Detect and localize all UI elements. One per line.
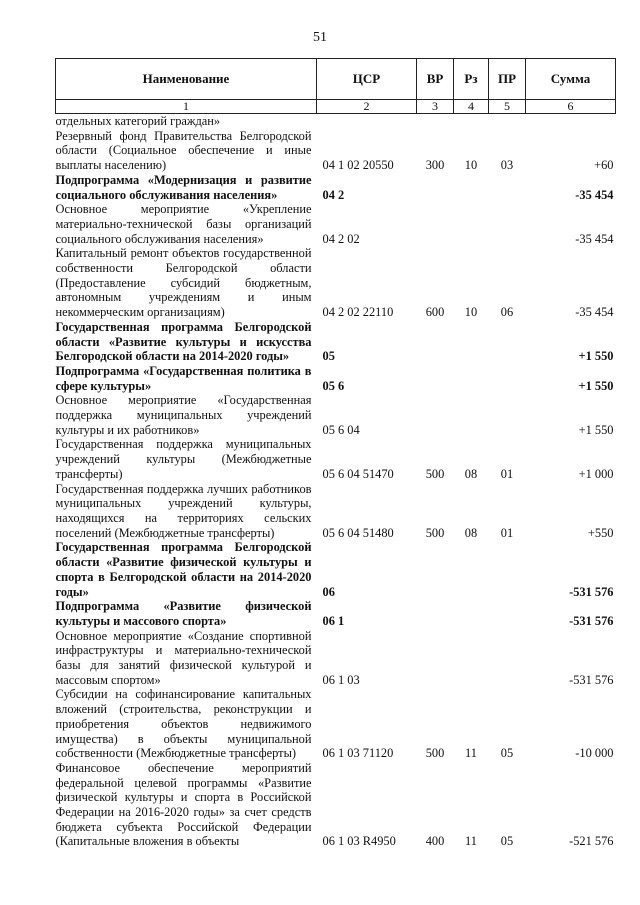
cell-rz — [454, 540, 489, 599]
cell-rz — [454, 393, 489, 437]
cell-csr: 05 6 04 — [322, 422, 360, 437]
cell-pr — [489, 114, 526, 129]
cell-name: Основное мероприятие «Создание спортивной инфраструктуры и материально-технической базы для занятий физической культурой и массовым спортом» — [55, 628, 312, 687]
cell-csr: 04 2 02 22110 — [322, 305, 394, 320]
column-number: 2 — [317, 100, 417, 114]
table-row — [56, 687, 616, 761]
header-pr: ПР — [489, 59, 526, 100]
cell-pr: 03 — [500, 158, 514, 173]
cell-sum: +550 — [587, 525, 614, 540]
cell-rz: 11 — [465, 834, 477, 849]
table-row — [56, 437, 616, 481]
header-sum: Сумма — [526, 59, 616, 100]
cell-name: Субсидии на софинансирование капитальных вложений (строительства, реконструкции и приобретения объектов недвижимого имущества) в объекты муниципальной собственности (Межбюджетные трансферты) — [55, 687, 312, 761]
cell-vr — [417, 114, 454, 129]
column-number: 4 — [454, 100, 489, 114]
table-row — [56, 173, 616, 202]
cell-name: Капитальный ремонт объектов государственной собственности Белгородской области (Предоставление субсидий бюджетным, автономным учреждениям и иным некоммерческим организациям) — [55, 246, 312, 320]
cell-vr — [417, 364, 454, 393]
column-number: 3 — [417, 100, 454, 114]
table-row — [56, 761, 616, 849]
cell-csr: 05 6 — [322, 378, 345, 393]
cell-name: Государственная программа Белгородской области «Развитие культуры и искусства Белгородской области на 2014-2020 годы» — [55, 319, 312, 364]
cell-sum: +1 550 — [578, 422, 614, 437]
cell-vr: 500 — [425, 746, 445, 761]
cell-csr — [317, 114, 417, 129]
cell-vr: 300 — [425, 158, 445, 173]
column-number: 5 — [489, 100, 526, 114]
cell-csr: 04 2 02 — [322, 231, 360, 246]
cell-sum: -521 576 — [569, 834, 614, 849]
header-csr: ЦСР — [317, 59, 417, 100]
cell-name: Резервный фонд Правительства Белгородской области (Социальное обеспечение и иные выплаты населению) — [55, 128, 312, 173]
header-row — [56, 59, 616, 100]
header-rz: Рз — [454, 59, 489, 100]
table-row — [56, 364, 616, 393]
cell-rz: 10 — [464, 305, 478, 320]
cell-vr — [417, 599, 454, 628]
cell-sum: -531 576 — [569, 613, 614, 628]
cell-sum: +1 550 — [578, 378, 614, 393]
cell-rz: 08 — [464, 466, 478, 481]
cell-name: Основное мероприятие «Укрепление материально-технической базы организаций социального обслуживания населения» — [55, 202, 312, 246]
cell-pr — [489, 173, 526, 202]
cell-rz: 10 — [464, 158, 478, 173]
cell-rz — [454, 629, 489, 688]
header-name: Наименование — [56, 59, 317, 100]
cell-name: Подпрограмма «Модернизация и развитие социального обслуживания населения» — [55, 172, 312, 202]
cell-sum — [526, 114, 616, 129]
cell-csr: 04 2 — [322, 187, 345, 202]
cell-pr: 01 — [500, 525, 514, 540]
cell-name: Подпрограмма «Государственная политика в сфере культуры» — [55, 363, 312, 393]
table-row — [56, 629, 616, 688]
cell-vr: 500 — [425, 466, 445, 481]
cell-vr — [417, 393, 454, 437]
cell-pr: 05 — [500, 834, 514, 849]
column-number: 1 — [56, 100, 317, 114]
page-number: 51 — [313, 30, 327, 45]
cell-pr — [489, 320, 526, 364]
cell-name: Государственная поддержка лучших работников муниципальных учреждений культуры, находящихся на территориях сельских поселений (Межбюджетные трансферты) — [55, 481, 312, 540]
cell-pr: 05 — [500, 746, 514, 761]
cell-vr — [417, 202, 454, 246]
cell-csr: 05 6 04 51480 — [322, 525, 394, 540]
table-body — [56, 114, 616, 850]
cell-rz: 11 — [465, 746, 477, 761]
cell-sum: +1 550 — [578, 349, 614, 364]
cell-sum: +60 — [594, 158, 614, 173]
table-row — [56, 540, 616, 599]
cell-pr — [489, 393, 526, 437]
cell-sum: -35 454 — [575, 231, 614, 246]
cell-vr — [417, 540, 454, 599]
cell-pr — [489, 540, 526, 599]
cell-sum: -10 000 — [575, 746, 614, 761]
cell-pr — [489, 629, 526, 688]
cell-vr: 400 — [425, 834, 445, 849]
cell-csr: 05 6 04 51470 — [322, 466, 394, 481]
budget-table — [55, 58, 616, 849]
cell-name: отдельных категорий граждан» — [55, 114, 221, 128]
cell-sum: -531 576 — [569, 584, 614, 599]
cell-vr — [417, 320, 454, 364]
cell-csr: 06 1 — [322, 613, 345, 628]
cell-vr — [417, 173, 454, 202]
cell-csr: 04 1 02 20550 — [322, 158, 394, 173]
column-number: 6 — [526, 100, 616, 114]
table-row — [56, 246, 616, 320]
table-row — [56, 129, 616, 173]
header-vr: ВР — [417, 59, 454, 100]
table-row — [56, 482, 616, 541]
cell-csr: 06 1 03 R4950 — [322, 834, 396, 849]
cell-rz — [454, 114, 489, 129]
cell-rz — [454, 202, 489, 246]
cell-sum: -35 454 — [575, 187, 614, 202]
cell-name: Подпрограмма «Развитие физической культуры и массового спорта» — [55, 599, 312, 628]
cell-vr: 500 — [425, 525, 445, 540]
table-row — [56, 114, 616, 129]
cell-sum: +1 000 — [578, 466, 614, 481]
cell-sum: -35 454 — [575, 305, 614, 320]
cell-csr: 06 1 03 71120 — [322, 746, 394, 761]
cell-csr: 05 — [322, 349, 335, 364]
cell-rz — [454, 364, 489, 393]
cell-vr — [417, 629, 454, 688]
table-row — [56, 599, 616, 628]
cell-csr: 06 — [322, 584, 335, 599]
cell-name: Основное мероприятие «Государственная поддержка муниципальных учреждений культуры и их работников» — [55, 393, 312, 437]
cell-sum: -531 576 — [569, 672, 614, 687]
cell-pr: 01 — [500, 466, 514, 481]
cell-csr: 06 1 03 — [322, 672, 360, 687]
column-number-row — [56, 100, 616, 114]
cell-rz — [454, 173, 489, 202]
cell-pr — [489, 599, 526, 628]
cell-name: Государственная программа Белгородской области «Развитие физической культуры и спорта в Белгородской области на 2014-2020 годы» — [55, 540, 312, 599]
cell-pr — [489, 364, 526, 393]
cell-name: Государственная поддержка муниципальных учреждений культуры (Межбюджетные трансферты) — [55, 437, 312, 481]
table-row — [56, 202, 616, 246]
cell-rz — [454, 599, 489, 628]
table-row — [56, 393, 616, 437]
cell-vr: 600 — [425, 305, 445, 320]
cell-rz: 08 — [464, 525, 478, 540]
cell-pr: 06 — [500, 305, 514, 320]
cell-pr — [489, 202, 526, 246]
table-row — [56, 320, 616, 364]
cell-name: Финансовое обеспечение мероприятий федеральной целевой программы «Развитие физической культуры и спорта в Российской Федерации на 2016-2020 годы» за счет средств бюджета субъекта Российской Федерации (Капитальные вложения в объекты — [55, 760, 312, 849]
cell-rz — [454, 320, 489, 364]
